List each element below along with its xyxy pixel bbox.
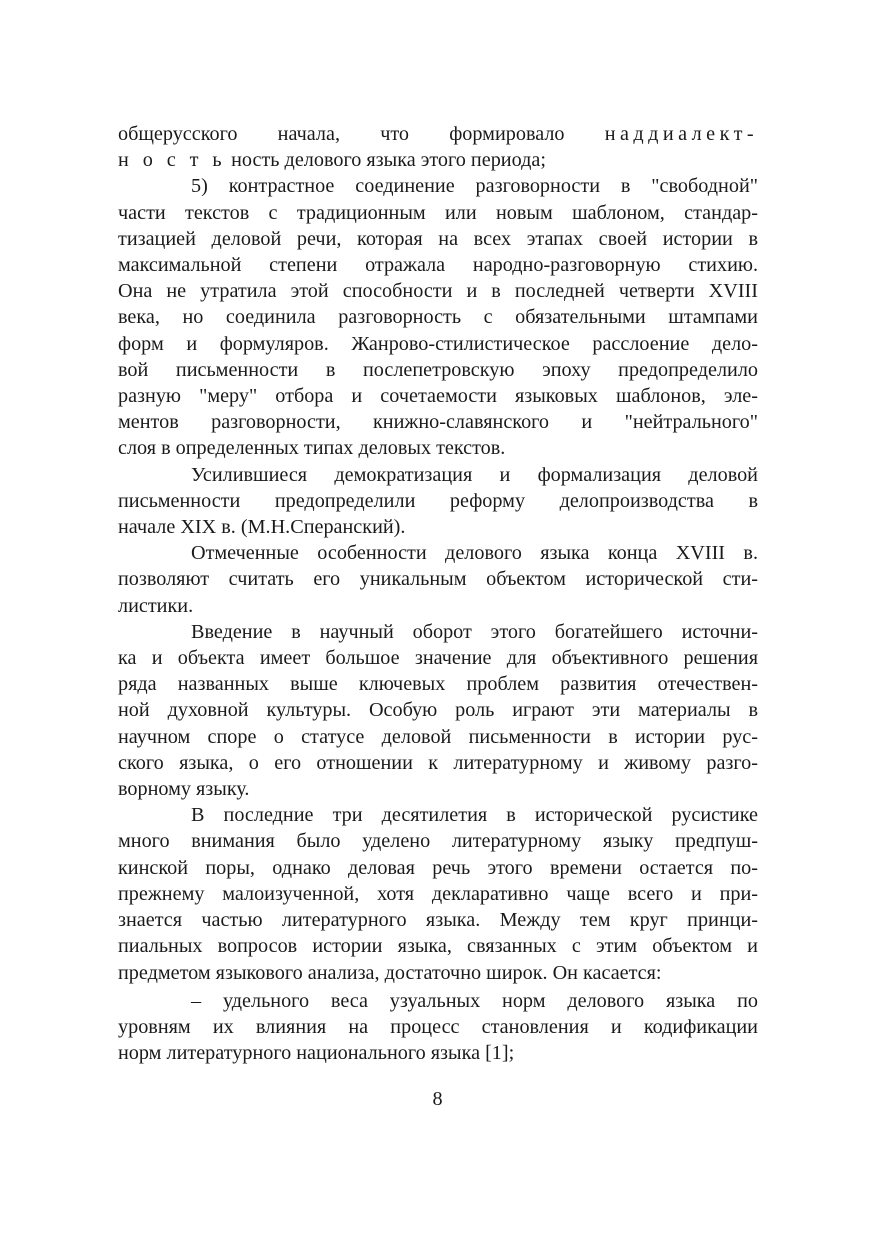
text-line: тизацией деловой речи, которая на всех этапах своей истории в (118, 227, 758, 250)
text-line: пиальных вопросов истории языка, связанных с этим объектом и (118, 935, 758, 958)
text-line: разную "меру" отбора и сочетаемости языковых шаблонов, эле- (118, 385, 758, 408)
text-line: уровням их влияния на процесс становления и кодификации (118, 1015, 758, 1038)
text-line: Отмеченные особенности делового языка конца XVIII в. (191, 542, 758, 565)
text-line: ского языка, о его отношении к литературному и живому разго- (118, 751, 758, 774)
text-line: ной духовной культуры. Особую роль играют эти материалы в (118, 699, 758, 722)
text-line: листики. (118, 594, 194, 617)
page-number: 8 (432, 1088, 443, 1110)
text-line: научном споре о статусе деловой письменности в истории рус- (118, 725, 758, 748)
text-line: форм и формуляров. Жанрово-стилистическое расслоение дело- (118, 332, 758, 355)
text-line: кинской поры, однако деловая речь этого времени остается по- (118, 856, 758, 879)
text-line: вой письменности в послепетровскую эпоху предопределило (118, 358, 758, 381)
text-line: общерусского начала, что формировало наддиалект- (118, 123, 759, 145)
text-line: ряда названных выше ключевых проблем развития отечествен- (118, 673, 758, 696)
text-line: много внимания было уделено литературному языку предпуш- (118, 830, 758, 853)
text-line: предметом языкового анализа, достаточно широк. Он касается: (118, 961, 662, 984)
paragraph-3 (118, 462, 758, 541)
paragraph-4 (118, 540, 758, 619)
text-line: ментов разговорности, книжно-славянского и "нейтрального" (118, 411, 758, 434)
text-line: н о с т ь ность делового языка этого периода; (118, 149, 546, 172)
paragraph-2 (118, 173, 758, 461)
text-line: максимальной степени отражала народно-разговорную стихию. (118, 254, 758, 277)
page-body (118, 121, 758, 1066)
text-line: части текстов с традиционным или новым шаблоном, стандар- (118, 201, 758, 224)
paragraph-7 (118, 988, 758, 1067)
text-line: века, но соединила разговорность с обязательными штампами (118, 306, 758, 329)
text-line: Она не утратила этой способности и в последней четверти XVIII (118, 280, 758, 303)
text-line: норм литературного национального языка [1]; (118, 1042, 515, 1065)
text-line: начале XIX в. (М.Н.Сперанский). (118, 516, 406, 539)
text-line: 5) контрастное соединение разговорности в "свободной" (191, 175, 758, 198)
text-line: – удельного веса узуальных норм делового языка по (191, 989, 758, 1012)
spaced-word: наддиалект- (604, 123, 759, 145)
text-line: В последние три десятилетия в исторической русистике (191, 804, 758, 827)
text-line: ка и объекта имеет большое значение для объективного решения (118, 647, 758, 670)
spaced-word: н о с т ь (118, 149, 227, 172)
text-line: Введение в научный оборот этого богатейшего источни- (191, 620, 758, 643)
text-line: позволяют считать его уникальным объектом исторической сти- (118, 568, 758, 591)
text-line: Усилившиеся демократизация и формализация деловой (191, 463, 758, 486)
paragraph-1 (118, 121, 758, 173)
text-line: прежнему малоизученной, хотя декларативно чаще всего и при- (118, 882, 758, 905)
text-line: письменности предопределили реформу делопроизводства в (118, 489, 758, 512)
text-line: слоя в определенных типах деловых текстов. (118, 437, 506, 460)
text-line: знается частью литературного языка. Между тем круг принци- (118, 909, 758, 932)
paragraph-5 (118, 619, 758, 802)
text-line: ворному языку. (118, 778, 250, 801)
paragraph-6 (118, 802, 758, 985)
